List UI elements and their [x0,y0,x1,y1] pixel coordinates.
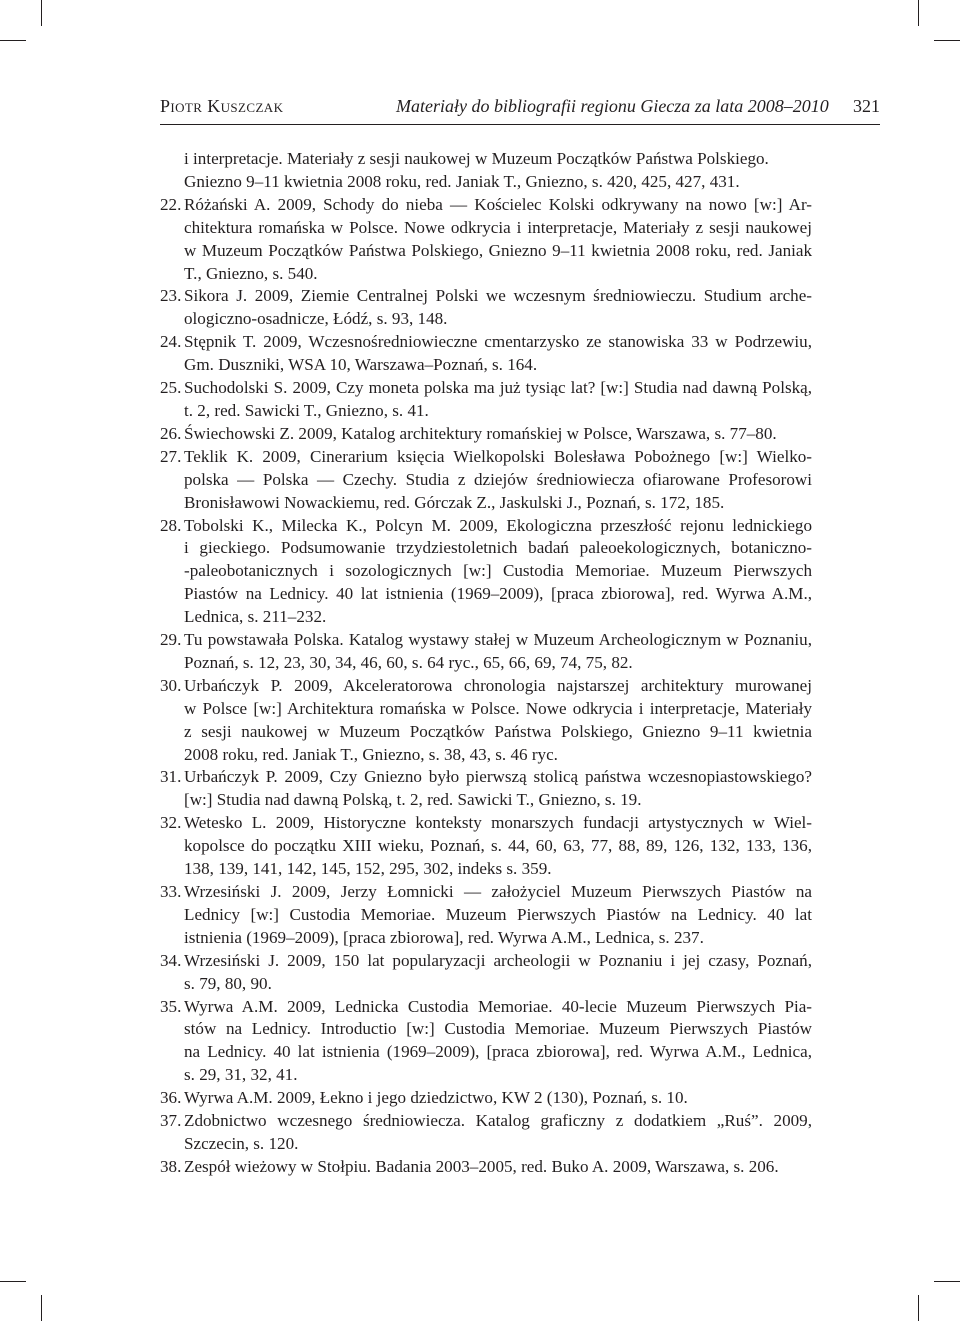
bibliography-entry [160,950,812,996]
bibliography-entry [160,1156,812,1179]
text-line: T., Gniezno, s. 540. [184,263,318,283]
text-line: Sikora J. 2009, Ziemie Centralnej Polski we wczesnym średniowieczu. Studium arche- [184,286,812,306]
bibliography-entry [160,766,812,812]
text-line: Tu powstawała Polska. Katalog wystawy stałej w Muzeum Archeologicznym w Poznaniu, [184,630,812,650]
entry-number: 33. [160,882,182,901]
entry-number: 29. [160,630,182,650]
text-line: na Lednicy. 40 lat istnienia (1969–2009), [praca zbiorowa], red. Wyrwa A.M., Lednica, [184,1042,812,1062]
crop-mark [934,40,960,41]
entry-number: 38. [160,1156,182,1176]
entry-text [184,675,812,767]
entry-text [184,1110,812,1156]
text-line: 138, 139, 141, 142, 145, 152, 295, 302, indeks s. 359. [184,859,552,879]
entry-text [184,812,812,881]
text-line: ologiczno-osadnicze, Łódź, s. 93, 148. [184,309,448,329]
text-line: Zespół wieżowy w Stołpiu. Badania 2003–2005, red. Buko A. 2009, Warszawa, s. 206. [184,1156,779,1176]
crop-mark [0,40,26,41]
bibliography-entry [160,996,812,1088]
entry-number: 36. [160,1088,182,1108]
text-line: chitektura romańska w Polsce. Nowe odkrycia i interpretacje, Materiały z sesji naukowej [184,217,812,237]
entry-text [184,996,812,1088]
bibliography-entry [160,812,812,881]
text-line: w Muzeum Początków Państwa Polskiego, Gniezno 9–11 kwietnia 2008 roku, red. Janiak [184,240,812,260]
bibliography-entry [160,331,812,377]
text-line: istnienia (1969–2009), [praca zbiorowa], red. Wyrwa A.M., Lednica, s. 237. [184,927,704,947]
text-line: Stępnik T. 2009, Wczesnośredniowieczne cmentarzysko ze stanowiska 33 w Podrzewiu, [184,332,812,352]
entry-number: 22. [160,194,182,214]
text-line: Wyrwa A.M. 2009, Lednicka Custodia Memoriae. 40-lecie Muzeum Pierwszych Pia- [184,996,812,1016]
bibliography-list [160,148,812,1179]
entry-number: 23. [160,286,182,306]
text-line: 2008 roku, red. Janiak T., Gniezno, s. 38, 43, s. 46 ryc. [184,744,558,764]
header-rule [160,124,880,125]
entry-text [184,331,812,377]
text-line: Wetesko L. 2009, Historyczne konteksty monarszych fundacji artystycznych w Wiel- [184,813,812,833]
text-line: Lednicy [w:] Custodia Memoriae. Muzeum Pierwszych Piastów na Lednicy. 40 lat [184,904,812,924]
bibliography-entry [160,423,812,446]
text-line: Urbańczyk P. 2009, Akceleratorowa chronologia najstarszej architektury murowanej [184,675,812,695]
crop-mark [0,1281,26,1282]
text-line: z sesji naukowej w Muzeum Początków Państwa Polskiego, Gniezno 9–11 kwietnia [184,721,812,741]
entry-number: 37. [160,1111,182,1131]
text-line: Lednica, s. 211–232. [184,607,327,627]
text-line: Urbańczyk P. 2009, Czy Gniezno było pierwszą stolicą państwa wczesnopiastowskiego? [184,767,812,787]
entry-text [184,881,812,950]
text-line: -paleobotanicznych i sozologicznych [w:] Custodia Memoriae. Muzeum Pierwszych [184,561,812,581]
entry-text [184,194,812,286]
text-line: Tobolski K., Milecka K., Polcyn M. 2009, Ekologiczna przeszłość rejonu lednickiego [184,515,812,535]
crop-mark [934,1281,960,1282]
entry-text [184,766,812,812]
text-line: Bronisławowi Nowackiemu, red. Górczak Z., Jaskulski J., Poznań, s. 172, 185. [184,492,725,512]
entry-text [184,423,812,446]
entry-text [184,377,812,423]
text-line: Suchodolski S. 2009, Czy moneta polska ma już tysiąc lat? [w:] Studia nad dawną Polską, [184,378,812,398]
crop-mark [41,1295,42,1321]
bibliography-entry [160,629,812,675]
text-line: s. 79, 80, 90. [184,973,272,993]
page-number: 321 [853,96,880,116]
text-line: Teklik K. 2009, Cinerarium księcia Wielkopolski Bolesława Pobożnego [w:] Wielko- [184,446,812,466]
continuation-text [160,148,812,194]
text-line: t. 2, red. Sawicki T., Gniezno, s. 41. [184,400,429,420]
text-line: stów na Lednicy. Introductio [w:] Custodia Memoriae. Muzeum Pierwszych Piastów [184,1019,812,1039]
entry-number: 26. [160,423,182,443]
entry-text [184,1087,812,1110]
text-line: polska — Polska — Czechy. Studia z dziejów średniowiecza ofiarowane Profesorowi [184,469,812,489]
bibliography-entry [160,881,812,950]
bibliography-entry [160,1110,812,1156]
text-line: w Polsce [w:] Architektura romańska w Polsce. Nowe odkrycia i interpretacje, Materiały [184,698,812,718]
text-line: Wrzesiński J. 2009, 150 lat popularyzacji archeologii w Poznaniu i jej czasy, Poznań, [184,950,812,970]
entries [160,194,812,1179]
bibliography-entry [160,1087,812,1110]
entry-number: 34. [160,950,182,970]
entry-text [184,950,812,996]
text-line: Wyrwa A.M. 2009, Łekno i jego dziedzictwo, KW 2 (130), Poznań, s. 10. [184,1088,688,1108]
text-line: Zdobnictwo wczesnego średniowiecza. Katalog graficzny z dodatkiem „Ruś”. 2009, [184,1111,812,1131]
bibliography-entry [160,194,812,286]
bibliography-entry [160,675,812,767]
bibliography-entry [160,377,812,423]
text-line: Gniezno 9–11 kwietnia 2008 roku, red. Janiak T., Gniezno, s. 420, 425, 427, 431. [184,171,740,191]
entry-number: 25. [160,378,182,398]
entry-number: 28. [160,515,182,535]
crop-mark [918,1295,919,1321]
text-line: Piastów na Lednicy. 40 lat istnienia (1969–2009), [praca zbiorowa], red. Wyrwa A.M., [184,584,812,604]
entry-text [184,285,812,331]
text-line: Gm. Duszniki, WSA 10, Warszawa–Poznań, s. 164. [184,355,538,375]
entry-text [184,446,812,515]
entry-number: 30. [160,675,182,695]
entry-text [184,515,812,630]
text-line: kopolsce do początku XIII wieku, Poznań, s. 44, 60, 63, 77, 88, 89, 126, 132, 133, 136, [184,836,812,856]
crop-mark [918,0,919,26]
entry-text [184,629,812,675]
text-line: Różański A. 2009, Schody do nieba — Kościelec Kolski odkrywany na nowo [w:] Ar- [184,194,812,214]
entry-number: 31. [160,767,182,787]
text-line: i interpretacje. Materiały z sesji naukowej w Muzeum Początków Państwa Polskiego. [184,149,769,168]
entry-number: 27. [160,446,182,466]
header-author: Piotr Kuszczak [160,96,284,116]
entry-text [184,1156,812,1179]
entry-number: 32. [160,813,182,833]
entry-number: 35. [160,996,182,1016]
text-line: Poznań, s. 12, 23, 30, 34, 46, 60, s. 64 ryc., 65, 66, 69, 74, 75, 82. [184,652,633,672]
bibliography-entry [160,285,812,331]
header-title: Materiały do bibliografii regionu Giecza za lata 2008–2010 [396,96,829,116]
text-line: i gieckiego. Podsumowanie trzydziestoletnich badań paleoekologicznych, botaniczno- [184,538,812,558]
text-line: Szczecin, s. 120. [184,1133,299,1153]
text-line: s. 29, 31, 32, 41. [184,1065,298,1085]
text-line: [w:] Studia nad dawną Polską, t. 2, red. Sawicki T., Gniezno, s. 19. [184,790,642,810]
bibliography-entry [160,515,812,630]
crop-mark [41,0,42,26]
entry-number: 24. [160,332,182,352]
text-line: Wrzesiński J. 2009, Jerzy Łomnicki — założyciel Muzeum Pierwszych Piastów na [184,882,812,901]
bibliography-entry [160,446,812,515]
text-line: Świechowski Z. 2009, Katalog architektury romańskiej w Polsce, Warszawa, s. 77–80. [184,423,777,443]
running-header [160,96,880,126]
